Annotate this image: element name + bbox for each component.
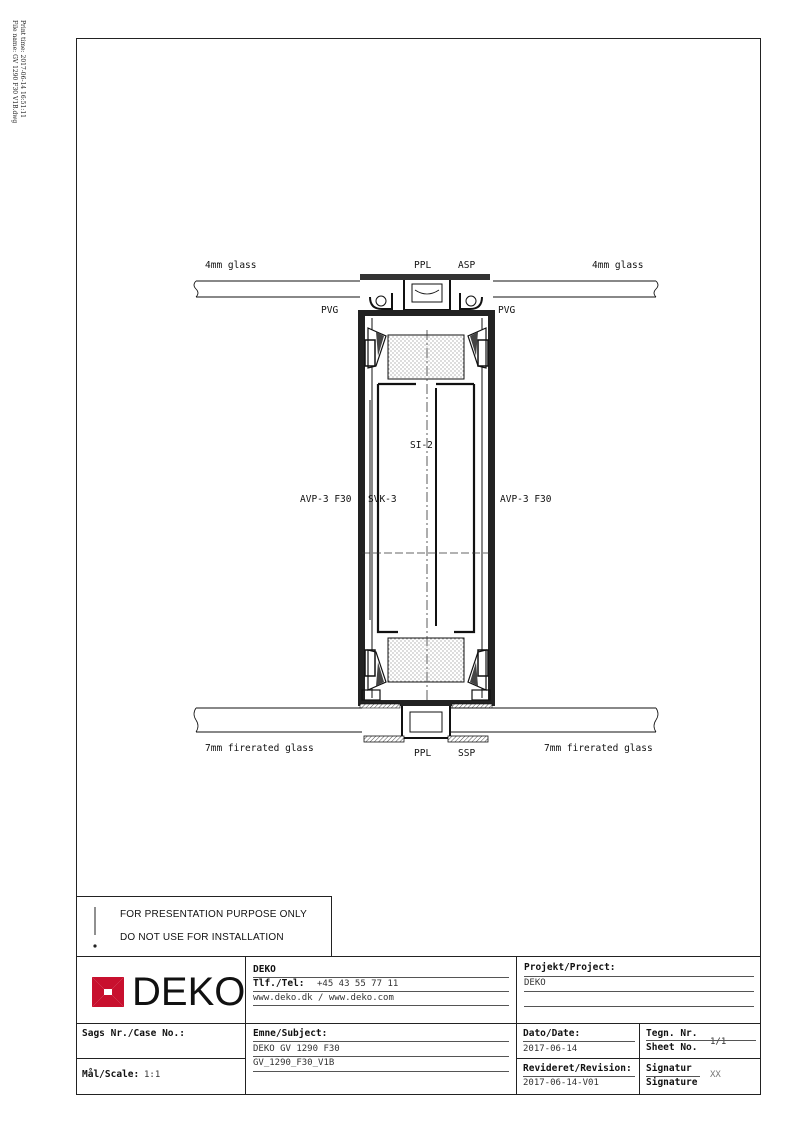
- scale-marker-icon: [90, 905, 100, 951]
- plot-time-text: Print time: 2017-06-14 16:51:11: [19, 20, 26, 118]
- company-web: www.deko.dk / www.deko.com: [253, 993, 394, 1003]
- notice-line-1: FOR PRESENTATION PURPOSE ONLY: [120, 909, 307, 920]
- label-top-right-glass: 4mm glass: [592, 260, 644, 271]
- date-cell: [516, 1023, 640, 1059]
- top-left-glass: [194, 281, 360, 297]
- subject-line-1: DEKO GV 1290 F30: [253, 1044, 340, 1054]
- notice-line-2: DO NOT USE FOR INSTALLATION: [120, 932, 284, 943]
- scale-cell: [76, 1058, 246, 1095]
- label-bottom-left-glass: 7mm firerated glass: [205, 743, 314, 754]
- label-bottom-right-glass: 7mm firerated glass: [544, 743, 653, 754]
- label-top-asp: ASP: [458, 260, 476, 271]
- label-pvg-right: PVG: [498, 305, 516, 316]
- label-top-left-glass: 4mm glass: [205, 260, 257, 271]
- label-bottom-ssp: SSP: [458, 748, 476, 759]
- bottom-left-glass: [194, 704, 400, 732]
- label-bottom-ppl: PPL: [414, 748, 432, 759]
- top-right-glass: [493, 281, 658, 297]
- logo-cell: [76, 956, 246, 1024]
- date-label: Dato/Date:: [523, 1028, 581, 1039]
- deko-logo-icon: [90, 975, 126, 1009]
- case-cell: [76, 1023, 246, 1059]
- signature-value: XX: [710, 1070, 721, 1080]
- revision-label: Revideret/Revision:: [523, 1063, 632, 1074]
- bottom-pressure-plate: [364, 706, 488, 742]
- scale-value: 1:1: [144, 1070, 161, 1080]
- sheet-label-1: Tegn. Nr.: [646, 1028, 698, 1039]
- signature-label-2: Signature: [646, 1077, 698, 1088]
- sheet-value: 1/1: [710, 1037, 727, 1047]
- label-svk3: SVK-3: [368, 494, 397, 505]
- subject-line-2: GV_1290_F30_V1B: [253, 1058, 335, 1068]
- presentation-notice: [76, 896, 332, 956]
- tel-label: Tlf./Tel:: [253, 978, 305, 989]
- logo-text: DEKO: [132, 970, 246, 1014]
- plot-file-text: File name: GV 1290 F30 V1B.dwg: [11, 20, 18, 124]
- label-pvg-left: PVG: [321, 305, 339, 316]
- company-cell: [245, 956, 517, 1024]
- scale-label: Mål/Scale:: [82, 1069, 140, 1080]
- subject-label: Emne/Subject:: [253, 1028, 328, 1039]
- date-value: 2017-06-14: [523, 1044, 578, 1054]
- case-label: Sags Nr./Case No.:: [82, 1028, 185, 1039]
- deko-logo: [90, 972, 245, 1012]
- revision-cell: [516, 1058, 640, 1095]
- sheet-cell: [639, 1023, 761, 1059]
- mullion-body: [358, 310, 495, 706]
- revision-value: 2017-06-14-V01: [523, 1078, 599, 1088]
- signature-label-1: Signatur: [646, 1063, 692, 1074]
- subject-cell: [245, 1023, 517, 1095]
- sheet-label-2: Sheet No.: [646, 1042, 698, 1053]
- top-cap-profile: [360, 274, 490, 310]
- bottom-right-glass: [450, 704, 658, 732]
- tel-value: +45 43 55 77 11: [317, 979, 399, 989]
- label-avp-right: AVP-3 F30: [500, 494, 552, 505]
- project-label: Projekt/Project:: [524, 962, 616, 973]
- signature-cell: [639, 1058, 761, 1095]
- label-si2: SI-2: [410, 440, 433, 451]
- label-top-ppl: PPL: [414, 260, 432, 271]
- project-cell: [516, 956, 761, 1024]
- project-value: DEKO: [524, 978, 546, 988]
- label-avp-left: AVP-3 F30: [300, 494, 352, 505]
- company-name: DEKO: [253, 964, 276, 975]
